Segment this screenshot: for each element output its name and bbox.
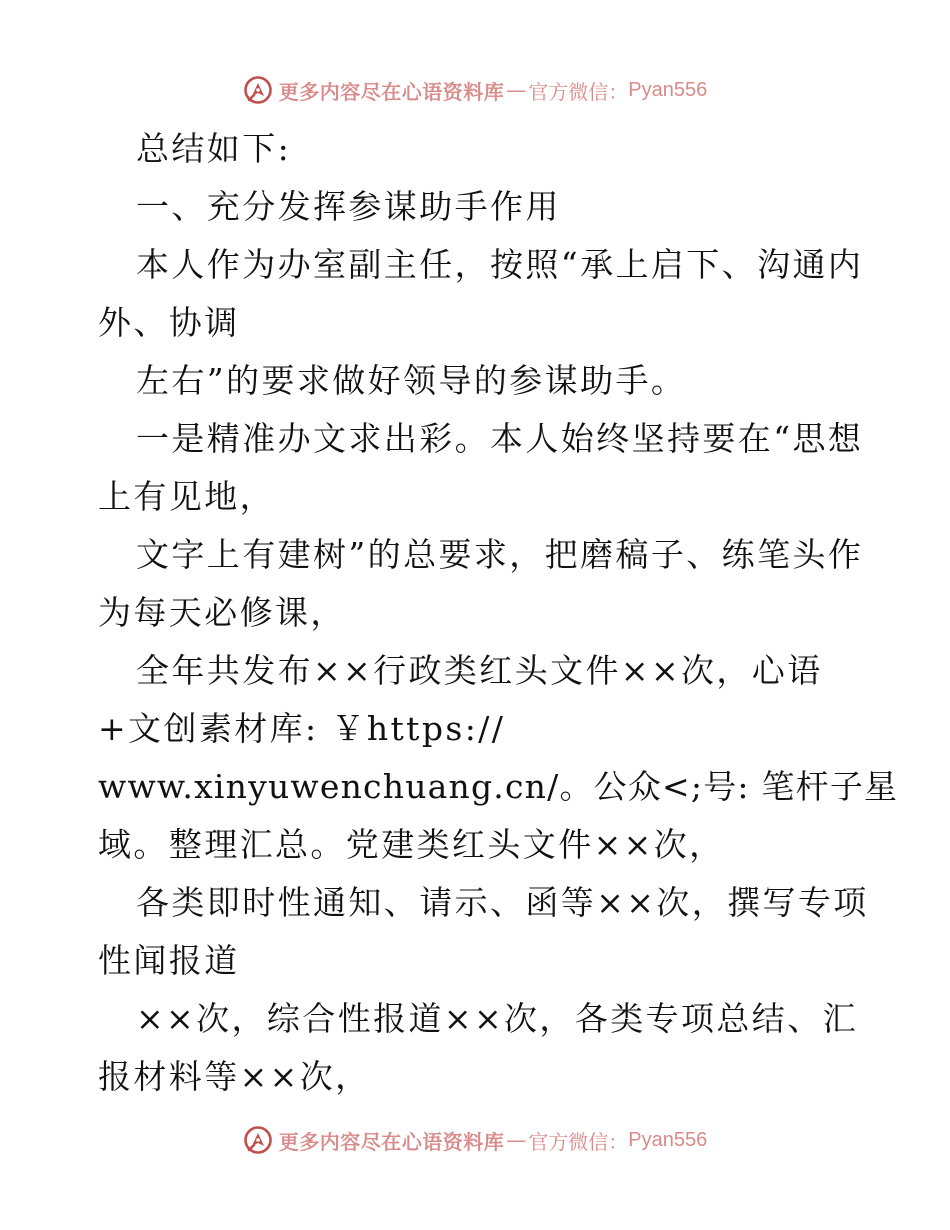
banner-sub-text: 官方微信： (528, 1129, 629, 1154)
banner-dash: — (506, 78, 527, 102)
banner-dash: — (506, 1128, 527, 1152)
banner-sub-text: 官方微信： (528, 79, 629, 104)
body-line: 各类即时性通知、请示、函等××次，撰写专项 (136, 883, 869, 922)
body-line: 外、协调 (98, 303, 240, 342)
body-line: 上有见地， (98, 477, 275, 516)
banner-main-text: 更多内容尽在心语资料库 (278, 1129, 505, 1154)
body-line: 总结如下: (136, 129, 292, 168)
pen-nib-logo-icon (243, 1125, 273, 1155)
body-line: 文字上有建树”的总要求，把磨稿子、练笔头作 (136, 535, 864, 574)
footer-banner (0, 1120, 950, 1160)
document-body (98, 120, 899, 1106)
pen-nib-logo-icon (243, 75, 273, 105)
body-line: 左右”的要求做好领导的参谋助手。 (136, 361, 687, 400)
banner-wechat-id: Pyan556 (628, 1128, 708, 1151)
body-line: 性闻报道 (98, 941, 240, 980)
body-line: 一是精准办文求出彩。本人始终坚持要在“思想 (136, 419, 864, 458)
banner-main-text: 更多内容尽在心语资料库 (278, 79, 505, 104)
body-line: +文创素材库: ￥https:// (98, 709, 506, 748)
body-line: 报材料等××次， (98, 1057, 371, 1096)
body-line: 域。整理汇总。党建类红头文件××次， (98, 825, 725, 864)
body-line: 为每天必修课， (98, 593, 346, 632)
banner-wechat-id: Pyan556 (628, 78, 708, 101)
body-line: 一、充分发挥参谋助手作用 (136, 187, 561, 226)
body-line: 本人作为办室副主任，按照“承上启下、沟通内 (136, 245, 864, 284)
body-line: www.xinyuwenchuang.cn/。公众<;号: 笔杆子星 (98, 767, 899, 806)
header-banner (0, 70, 950, 110)
body-line: ××次，综合性报道××次，各类专项总结、汇 (136, 999, 859, 1038)
body-line: 全年共发布××行政类红头文件××次，心语 (136, 651, 823, 690)
